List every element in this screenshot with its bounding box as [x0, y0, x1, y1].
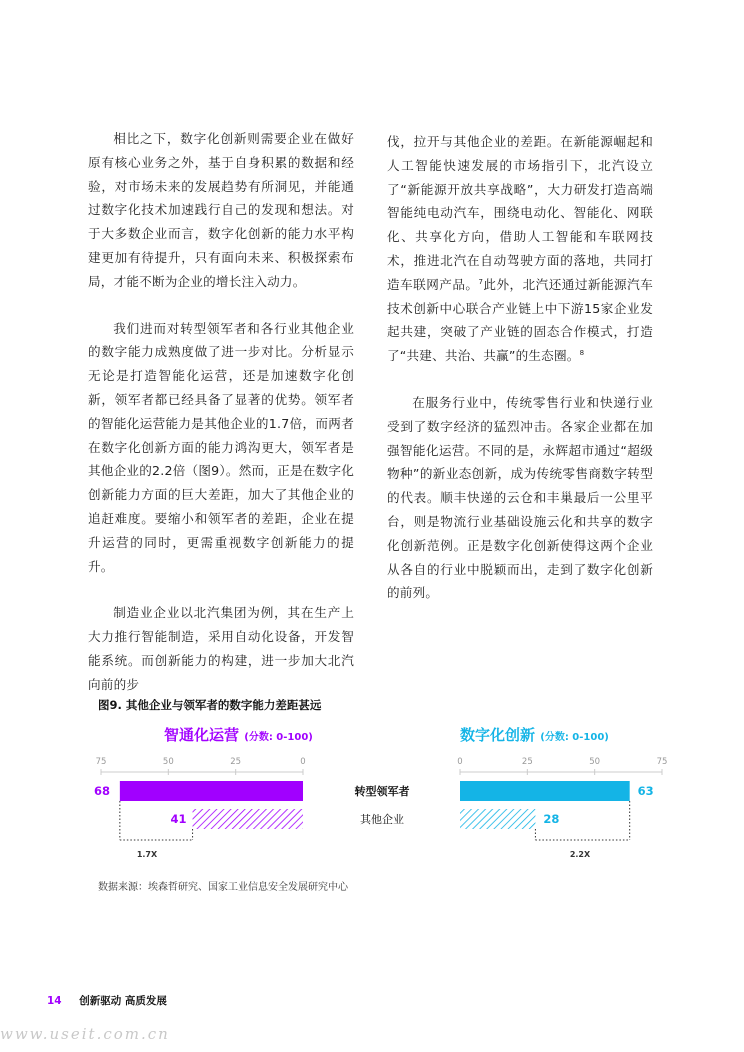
paragraph-text: 伐，拉开与其他企业的差距。在新能源崛起和人工智能快速发展的市场指引下，北汽设立了“新能源开放共享战略”，大力研发打造高端智能纯电动汽车，围绕电动化、智能化、网联化、共享化方向，借助人工智能和车联网技术，推进北汽在自动驾驶方面的落地，共同打造车联网产品。 — [387, 134, 653, 292]
category-label-leader: 转型领军者 — [354, 785, 410, 798]
value-label-other: 41 — [170, 812, 187, 826]
page-number: 14 — [47, 995, 62, 1007]
bar-leader — [460, 781, 630, 801]
value-label-leader: 68 — [93, 784, 110, 798]
paragraph: 制造业企业以北汽集团为例，其在生产上大力推行智能制造，采用自动化设备，开发智能系统。而创新能力的构建，进一步加大北汽向前的步 — [88, 605, 354, 692]
tick-label: 25 — [521, 757, 533, 767]
paragraph: 我们进而对转型领军者和各行业其他企业的数字能力成熟度做了进一步对比。分析显示无论是打造智能化运营，还是加速数字化创新，领军者都已经具备了显著的优势。领军者的智能化运营能力是其他企业的1.7倍，而两者在数字化创新方面的能力鸿沟更大，领军者是其他企业的2.2倍（图9）。然而，正是在数字化创新能力方面的巨大差距，加大了其他企业的追赶难度。要缩小和领军者的差距，企业在提升运营的同时，更需重视数字创新能力的提升。 — [88, 320, 354, 574]
category-label-other: 其他企业 — [360, 813, 404, 826]
bar-other — [460, 809, 535, 829]
value-label-leader: 63 — [637, 784, 654, 798]
value-label-other: 28 — [543, 812, 560, 826]
tick-label: 0 — [300, 757, 306, 767]
tick-label: 0 — [457, 757, 463, 767]
ratio-label: 1.7X — [136, 850, 158, 859]
footnote-ref: 7 — [478, 277, 484, 286]
chart-subtitle: (分数: 0-100) — [244, 732, 313, 743]
watermark: www.useit.com.cn — [0, 1025, 170, 1043]
chart-title-text: 数字化创新 — [460, 726, 536, 744]
footnote-ref: 8 — [579, 348, 585, 357]
bar-leader — [120, 781, 303, 801]
paragraph-text: 此外，北汽还通过新能源汽车技术创新中心联合产业链上中下游15家企业发起共建，突破了产业链的固态合作模式，打造了“共建、共治、共赢”的生态圈。 — [387, 276, 653, 364]
figure-title: 图9. 其他企业与领军者的数字能力差距甚远 — [98, 698, 322, 712]
tick-label: 75 — [95, 757, 107, 767]
bar-other — [193, 809, 303, 829]
tick-label: 50 — [162, 757, 174, 767]
chart-subtitle: (分数: 0-100) — [540, 732, 609, 743]
tick-label: 75 — [656, 757, 668, 767]
tick-label: 50 — [589, 757, 601, 767]
footer-title: 创新驱动 高质发展 — [79, 995, 167, 1007]
data-source: 数据来源：埃森哲研究、国家工业信息安全发展研究中心 — [98, 882, 348, 893]
page-footer — [47, 993, 167, 1008]
chart-title-text: 智通化运营 — [164, 726, 240, 744]
ratio-label: 2.2X — [569, 850, 591, 859]
tick-label: 25 — [230, 757, 242, 767]
paragraph: 相比之下，数字化创新则需要企业在做好原有核心业务之外，基于自身积累的数据和经验，对市场未来的发展趋势有所洞见，并能通过数字化技术加速践行自己的发现和想法。对于大多数企业而言，数字化创新的能力水平构建更加有待提升，只有面向未来、积极探索布局，才能不断为企业的增长注入动力。 — [88, 131, 354, 289]
paragraph: 在服务行业中，传统零售行业和快递行业受到了数字经济的猛烈冲击。各家企业都在加强智能化运营。不同的是，永辉超市通过“超级物种”的新业态创新，成为传统零售商数字转型的代表。顺丰快递的云仓和丰巢最后一公里平台，则是物流行业基础设施云化和共享的数字化创新范例。正是数字化创新使得这两个企业从各自的行业中脱颖而出，走到了数字化创新的前列。 — [387, 394, 653, 601]
